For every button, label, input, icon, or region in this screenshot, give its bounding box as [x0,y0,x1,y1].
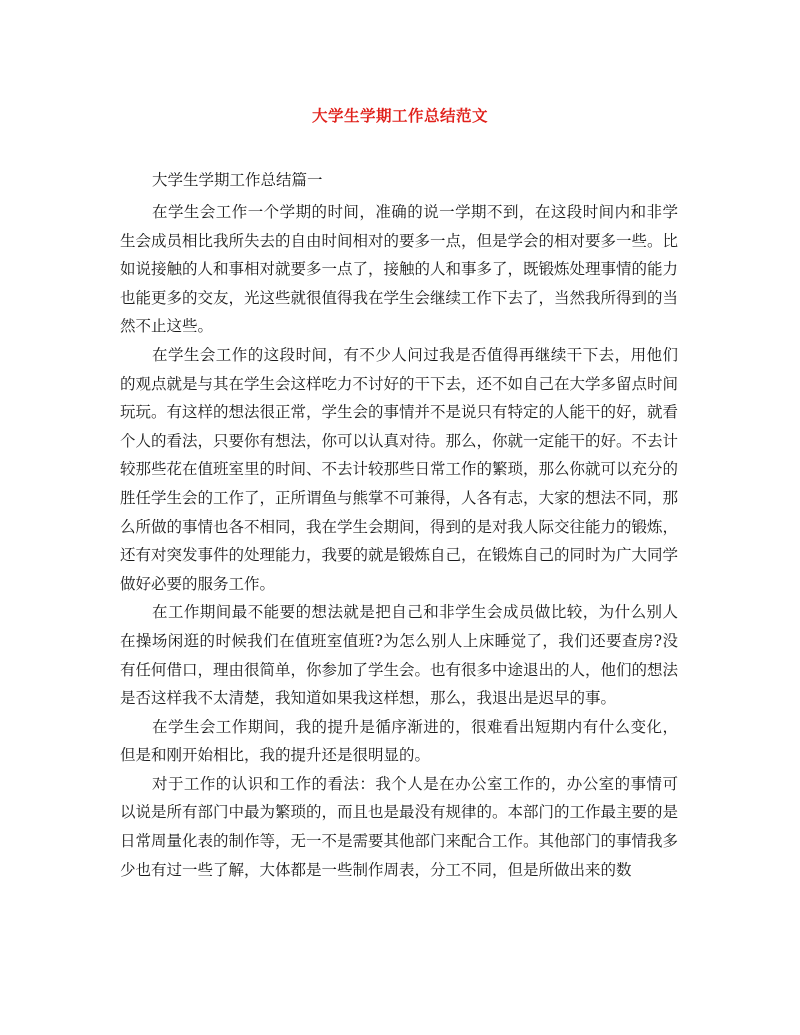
paragraph-3: 在工作期间最不能要的想法就是把自己和非学生会成员做比较，为什么别人在操场闲逛的时候我们在值班室值班?为怎么别人上床睡觉了，我们还要查房?没有任何借口，理由很简单，你参加了学生会。也有很多中途退出的人，他们的想法是否这样我不太清楚，我知道如果我这样想，那么，我退出是迟早的事。 [120,603,679,708]
paragraph-5: 对于工作的认识和工作的看法：我个人是在办公室工作的，办公室的事情可以说是所有部门中最为繁琐的，而且也是最没有规律的。本部门的工作最主要的是日常周量化表的制作等，无一不是需要其他部门来配合工作。其他部门的事情我多少也有过一些了解，大体都是一些制作周表，分工不同，但是所做出来的数 [120,774,679,879]
document-title: 大学生学期工作总结范文 [311,106,488,125]
document-body [120,198,678,884]
section-heading: 大学生学期工作总结篇一 [152,171,323,189]
paragraph-4: 在学生会工作期间，我的提升是循序渐进的，很难看出短期内有什么变化，但是和刚开始相比，我的提升还是很明显的。 [120,717,678,765]
paragraph-1: 在学生会工作一个学期的时间，准确的说一学期不到，在这段时间内和非学生会成员相比我所失去的自由时间相对的要多一点，但是学会的相对要多一些。比如说接触的人和事相对就要多一点了，接触的人和事多了，既锻炼处理事情的能力也能更多的交友，光这些就很值得我在学生会继续工作下去了，当然我所得到的当然不止这些。 [120,203,679,336]
paragraph-2: 在学生会工作的这段时间，有不少人问过我是否值得再继续干下去，用他们的观点就是与其在学生会这样吃力不讨好的干下去，还不如自己在大学多留点时间玩玩。有这样的想法很正常，学生会的事情并不是说只有特定的人能干的好，就看个人的看法，只要你有想法，你可以认真对待。那么，你就一定能干的好。不去计较那些花在值班室里的时间、不去计较那些日常工作的繁琐，那么你就可以充分的胜任学生会的工作了，正所谓鱼与熊掌不可兼得，人各有志，大家的想法不同，那么所做的事情也各不相同，我在学生会期间，得到的是对我人际交往能力的锻炼，还有对突发事件的处理能力，我要的就是锻炼自己，在锻炼自己的同时为广大同学做好必要的服务工作。 [120,345,679,593]
